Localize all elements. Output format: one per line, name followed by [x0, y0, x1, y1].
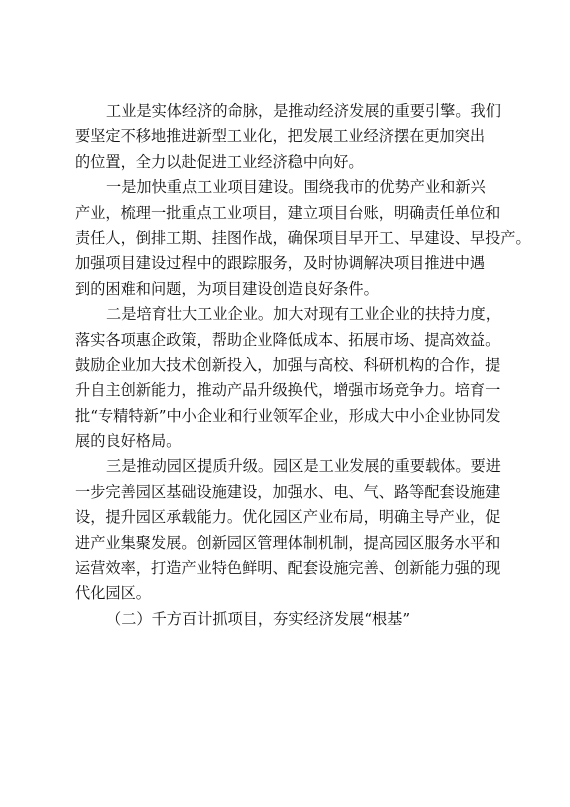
paragraph-line: 产业，梳理一批重点工业项目，建立项目台账，明确责任单位和: [75, 203, 501, 222]
paragraph-line: 鼓励企业加大技术创新投入，加强与高校、科研机构的合作，提: [75, 355, 501, 374]
paragraph-line: 到的困难和问题，为项目建设创造良好条件。: [75, 279, 379, 298]
paragraph-line: 的位置，全力以赴促进工业经济稳中向好。: [75, 152, 364, 171]
paragraph-line: 落实各项惠企政策，帮助企业降低成本、拓展市场、提高效益。: [75, 330, 501, 349]
section-heading: （二）千方百计抓项目，夯实经济发展“根基”: [106, 609, 411, 628]
paragraph-line: 升自主创新能力，推动产品升级换代，增强市场竞争力。培育一: [75, 381, 501, 400]
paragraph-line: 二是培育壮大工业企业。加大对现有工业企业的扶持力度，: [106, 305, 501, 324]
paragraph-line: 展的良好格局。: [75, 432, 182, 451]
paragraph-line: 批“专精特新”中小企业和行业领军企业，形成大中小企业协同发: [75, 406, 501, 425]
paragraph-line: 进产业集聚发展。创新园区管理体制机制，提高园区服务水平和: [75, 533, 501, 552]
paragraph-line: 一步完善园区基础设施建设，加强水、电、气、路等配套设施建: [75, 482, 501, 501]
paragraph-line: 一是加快重点工业项目建设。围绕我市的优势产业和新兴: [106, 178, 486, 197]
paragraph-line: 工业是实体经济的命脉，是推动经济发展的重要引擎。我们: [106, 102, 501, 120]
paragraph-line: 设，提升园区承载能力。优化园区产业布局，明确主导产业，促: [75, 508, 501, 527]
paragraph-line: 责任人，倒排工期、挂图作战，确保项目早开工、早建设、早投产。: [75, 228, 531, 247]
paragraph-line: 加强项目建设过程中的跟踪服务，及时协调解决项目推进中遇: [75, 254, 486, 273]
paragraph-line: 三是推动园区提质升级。园区是工业发展的重要载体。要进: [106, 457, 501, 476]
document-body: [75, 99, 531, 632]
paragraph-line: 代化园区。: [75, 584, 151, 603]
paragraph-line: 要坚定不移地推进新型工业化，把发展工业经济摆在更加突出: [75, 127, 486, 146]
paragraph-line: 运营效率，打造产业特色鲜明、配套设施完善、创新能力强的现: [75, 559, 501, 578]
